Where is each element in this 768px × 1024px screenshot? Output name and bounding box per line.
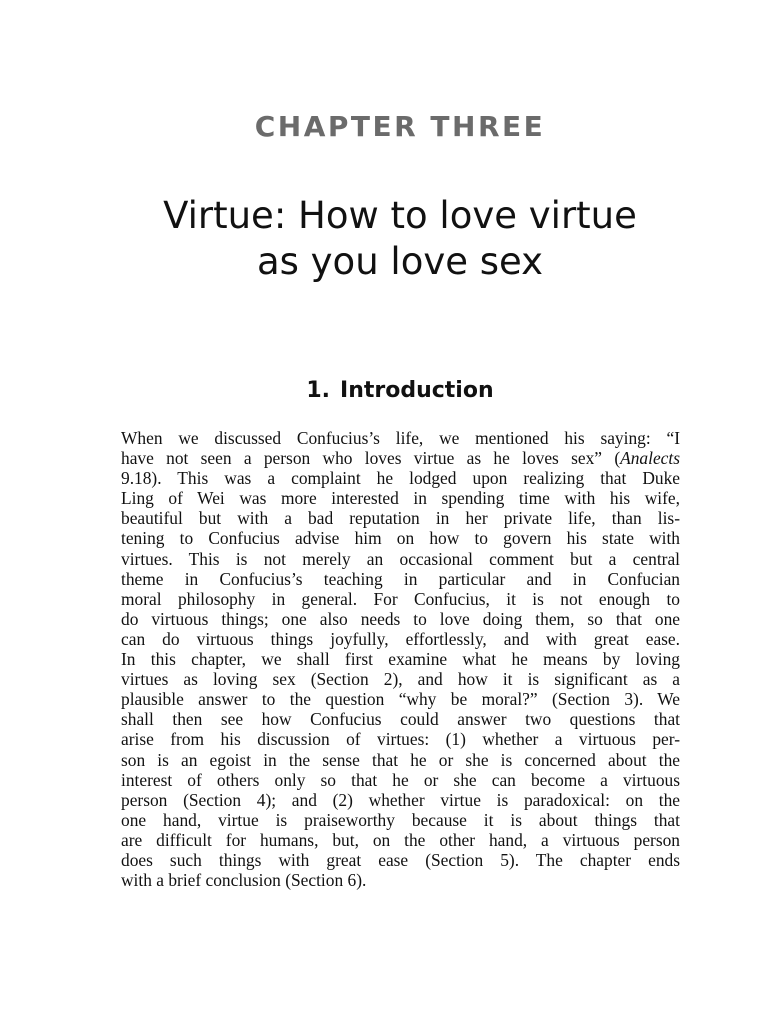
section-heading	[0, 378, 768, 403]
paragraph-line: When we discussed Confucius’s life, we mentioned his saying: “I	[121, 428, 680, 448]
paragraph-line: virtues. This is not merely an occasional comment but a central	[121, 548, 680, 569]
paragraph-line: do virtuous things; one also needs to love doing them, so that one	[121, 608, 680, 629]
section-number: 1.	[306, 378, 331, 403]
paragraph-line: one hand, virtue is praiseworthy because it is about things that	[121, 809, 680, 830]
paragraph-line: virtues as loving sex (Section 2), and how it is significant as a	[121, 669, 680, 690]
paragraph-line: moral philosophy in general. For Confucius, it is not enough to	[121, 588, 680, 609]
section-title: Introduction	[340, 378, 494, 403]
chapter-label: CHAPTER THREE	[254, 110, 546, 143]
chapter-title-line: Virtue: How to love virtue	[163, 194, 637, 237]
paragraph-line: arise from his discussion of virtues: (1) whether a virtuous per-	[121, 729, 680, 750]
body-paragraph	[121, 428, 680, 890]
paragraph-line: theme in Confucius’s teaching in particular and in Confucian	[121, 568, 680, 589]
paragraph-line: can do virtuous things joyfully, effortlessly, and with great ease.	[121, 628, 680, 649]
paragraph-line: with a brief conclusion (Section 6).	[121, 870, 367, 891]
paragraph-line: Ling of Wei was more interested in spending time with his wife,	[121, 488, 680, 509]
paragraph-line: beautiful but with a bad reputation in her private life, than lis-	[121, 508, 680, 529]
paragraph-line: shall then see how Confucius could answer two questions that	[121, 709, 680, 730]
paragraph-line: son is an egoist in the sense that he or she is concerned about the	[121, 749, 680, 770]
paragraph-line: person (Section 4); and (2) whether virtue is paradoxical: on the	[121, 789, 680, 810]
paragraph-line: plausible answer to the question “why be moral?” (Section 3). We	[121, 689, 680, 710]
paragraph-line: 9.18). This was a complaint he lodged upon realizing that Duke	[121, 468, 680, 489]
paragraph-line: have not seen a person who loves virtue as he loves sex” (Analects	[121, 448, 680, 469]
paragraph-line: In this chapter, we shall first examine what he means by loving	[121, 649, 680, 670]
paragraph-line: interest of others only so that he or she can become a virtuous	[121, 769, 680, 790]
book-title-italic: Analects	[620, 448, 680, 469]
chapter-title	[0, 193, 768, 285]
paragraph-line: does such things with great ease (Section 5). The chapter ends	[121, 849, 680, 870]
paragraph-line: are difficult for humans, but, on the other hand, a virtuous person	[121, 829, 680, 850]
paragraph-line: tening to Confucius advise him on how to govern his state with	[121, 528, 680, 549]
chapter-title-line: as you love sex	[256, 240, 544, 283]
